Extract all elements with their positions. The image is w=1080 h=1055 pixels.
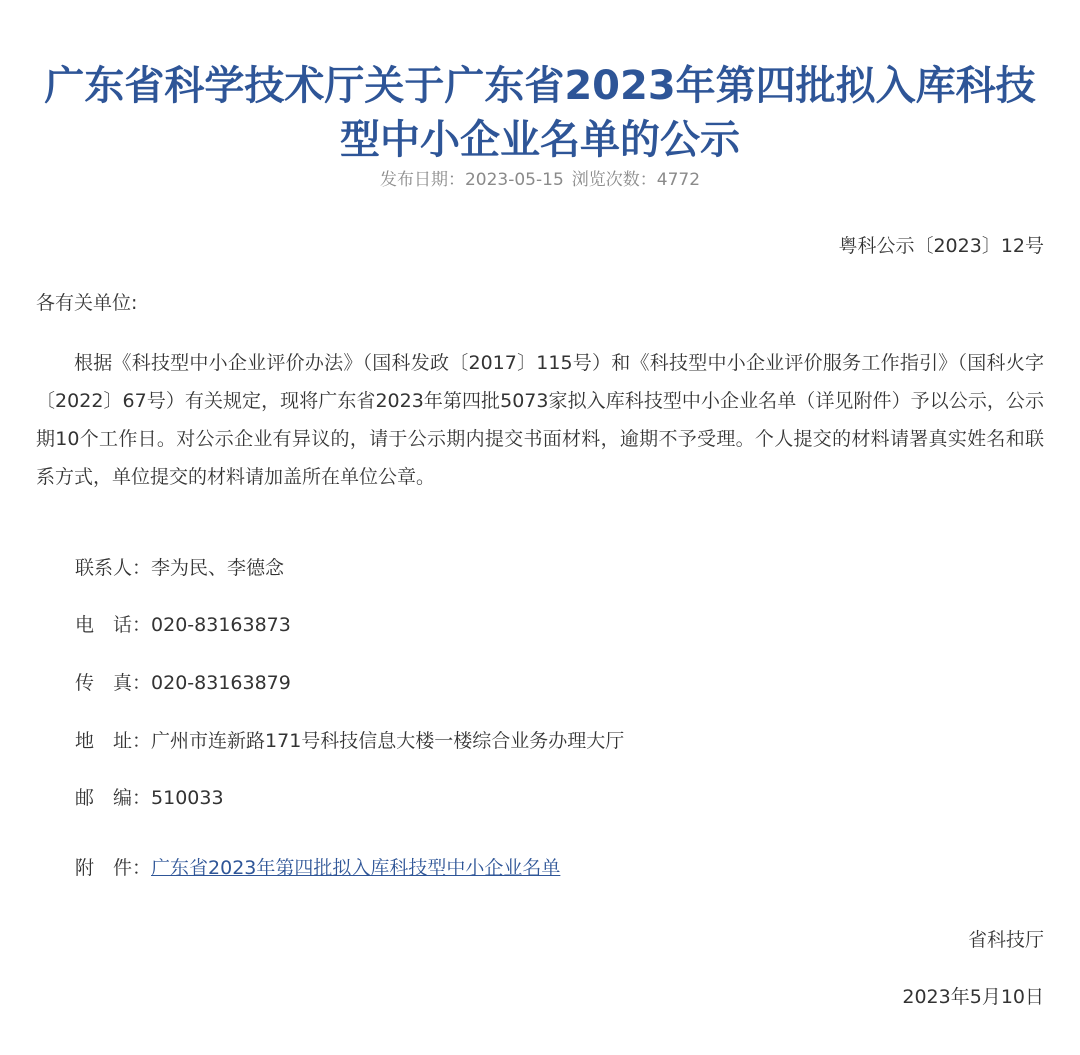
publish-date: 2023-05-15 bbox=[464, 170, 564, 190]
fax-row bbox=[75, 670, 291, 696]
contact-person-value: 李为民、李德念 bbox=[151, 557, 285, 579]
body-paragraph: 根据《科技型中小企业评价办法》（国科发政〔2017〕115号）和《科技型中小企业评价服务工作指引》（国科火字〔2022〕67号）有关规定，现将广东省2023年第四批5073家拟入库科技型中小企业名单（详见附件）予以公示，公示期10个工作日。对公示企业有异议的，请于公示期内提交书面材料，逾期不予受理。个人提交的材料请署真实姓名和联系方式，单位提交的材料请加盖所在单位公章。 bbox=[36, 352, 1044, 488]
publish-date-label: 发布日期： bbox=[379, 170, 465, 190]
attachment-label: 附 件： bbox=[75, 857, 152, 879]
attachment-link[interactable]: 广东省2023年第四批拟入库科技型中小企业名单 bbox=[151, 857, 561, 879]
postcode-label: 邮 编： bbox=[75, 787, 152, 809]
postcode-value: 510033 bbox=[151, 787, 224, 809]
fax-value: 020-83163879 bbox=[151, 672, 291, 694]
contact-person-label: 联系人： bbox=[75, 557, 152, 579]
salutation: 各有关单位: bbox=[36, 292, 138, 314]
signature-org: 省科技厅 bbox=[967, 929, 1044, 951]
document-number: 粤科公示〔2023〕12号 bbox=[838, 235, 1044, 257]
address-value: 广州市连新路171号科技信息大楼一楼综合业务办理大厅 bbox=[151, 730, 625, 752]
phone-label: 电 话： bbox=[75, 614, 152, 636]
phone-value: 020-83163873 bbox=[151, 614, 291, 636]
phone-row bbox=[75, 612, 291, 638]
contact-person-row bbox=[75, 555, 284, 581]
views-count: 4772 bbox=[656, 170, 701, 190]
signature-date: 2023年5月10日 bbox=[902, 986, 1044, 1008]
fax-label: 传 真： bbox=[75, 672, 152, 694]
article-meta bbox=[0, 168, 1080, 192]
postcode-row bbox=[75, 785, 224, 811]
address-label: 地 址： bbox=[75, 730, 152, 752]
views-label: 浏览次数： bbox=[571, 170, 657, 190]
attachment-row bbox=[75, 855, 560, 881]
page-title: 广东省科学技术厅关于广东省2023年第四批拟入库科技型中小企业名单的公示 bbox=[44, 62, 1036, 163]
address-row bbox=[75, 728, 624, 754]
